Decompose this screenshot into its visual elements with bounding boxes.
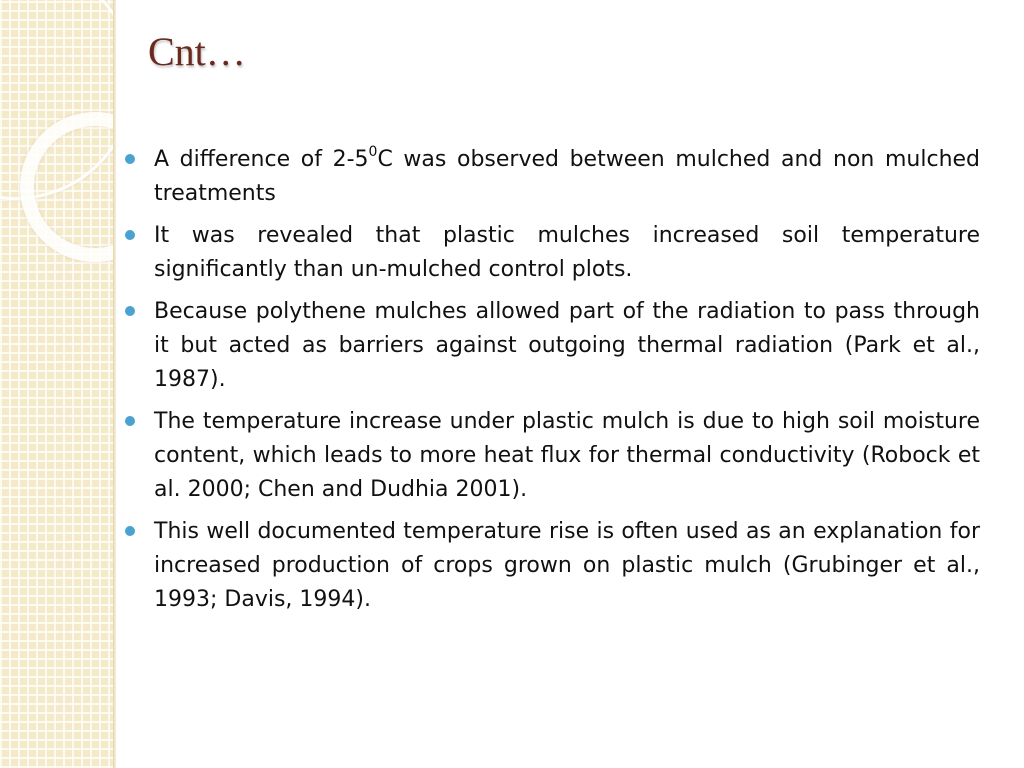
bullet-text	[154, 143, 981, 206]
bullet-dot-icon	[125, 154, 135, 164]
bullet-item	[124, 219, 980, 287]
bullet-dot-icon	[125, 306, 135, 316]
bullet-text-part: C was observed between mulched and non mulched treatments	[154, 147, 981, 206]
bullet-item	[124, 515, 980, 617]
bullet-text: The temperature increase under plastic mulch is due to high soil moisture content, which leads to more heat flux for thermal conductivity (Robock et al. 2000; Chen and Dudhia 2001).	[154, 409, 980, 502]
bullet-text: This well documented temperature rise is often used as an explanation for increased production of crops grown on plastic mulch (Grubinger et al., 1993; Davis, 1994).	[154, 519, 980, 612]
bullet-dot-icon	[125, 416, 135, 426]
bullet-text: Because polythene mulches allowed part of the radiation to pass through it but acted as barriers against outgoing thermal radiation (Park et al., 1987).	[154, 299, 980, 392]
bullet-list	[124, 143, 980, 625]
bullet-item	[124, 143, 980, 211]
bullet-item	[124, 405, 980, 507]
bullet-text: It was revealed that plastic mulches increased soil temperature significantly than un-mulched control plots.	[154, 223, 980, 282]
bullet-dot-icon	[125, 230, 135, 240]
bullet-dot-icon	[125, 526, 135, 536]
side-panel-edge	[113, 0, 116, 768]
bullet-text-part: A difference of 2-5	[154, 147, 369, 172]
decorative-side-panel	[0, 0, 113, 768]
bullet-item	[124, 295, 980, 397]
superscript-degree: 0	[368, 143, 378, 160]
slide-title: Cnt…	[148, 29, 246, 74]
